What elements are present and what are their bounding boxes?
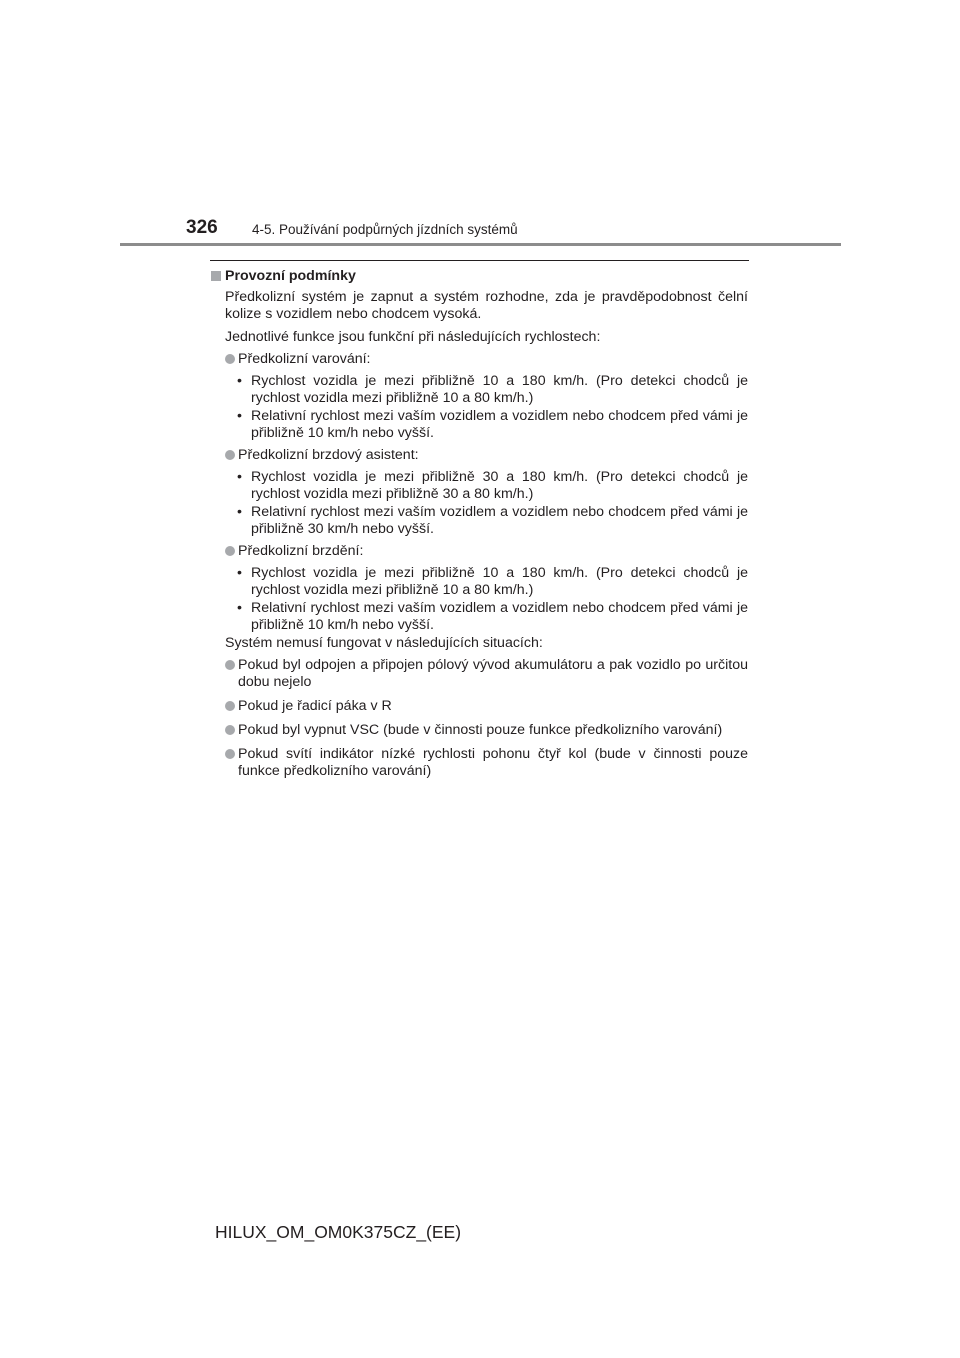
square-bullet-icon	[211, 271, 221, 281]
function-conditions	[210, 565, 748, 634]
circle-bullet-icon	[225, 660, 235, 670]
intro-paragraph: Předkolizní systém je zapnut a systém rozhodne, zda je pravděpodobnost čelní kolize s vozidlem nebo chodcem vysoká.	[225, 289, 748, 322]
dot-bullet-icon: •	[237, 373, 242, 389]
condition-text: Rychlost vozidla je mezi přibližně 10 a 180 km/h. (Pro detekci chodců je rychlost vozidla mezi přibližně 10 a 80 km/h.)	[251, 373, 748, 406]
circle-bullet-icon	[225, 354, 235, 364]
situation-text: Pokud byl odpojen a připojen pólový vývod akumulátoru a pak vozidlo po určitou dobu nejelo	[238, 657, 748, 690]
page-header	[0, 0, 960, 250]
situation-item	[210, 746, 748, 780]
section-divider	[210, 260, 749, 261]
speeds-intro: Jednotlivé funkce jsou funkční při následujících rychlostech:	[225, 329, 601, 345]
situation-item	[210, 722, 748, 739]
condition-item	[210, 408, 748, 442]
condition-text: Relativní rychlost mezi vaším vozidlem a vozidlem nebo chodcem před vámi je přibližně 10 km/h nebo vyšší.	[251, 600, 748, 633]
page-number: 326	[186, 217, 218, 238]
condition-text: Rychlost vozidla je mezi přibližně 30 a 180 km/h. (Pro detekci chodců je rychlost vozidla mezi přibližně 30 a 80 km/h.)	[251, 469, 748, 502]
dot-bullet-icon: •	[237, 600, 242, 616]
function-conditions	[210, 373, 748, 442]
condition-item	[210, 469, 748, 503]
dot-bullet-icon: •	[237, 504, 242, 520]
dot-bullet-icon: •	[237, 408, 242, 424]
dot-bullet-icon: •	[237, 469, 242, 485]
function-label: Předkolizní brzdění:	[238, 543, 364, 559]
not-working-intro: Systém nemusí fungovat v následujících situacích:	[225, 635, 543, 651]
header-divider	[120, 243, 841, 246]
section-content	[210, 268, 748, 785]
function-conditions	[210, 469, 748, 538]
circle-bullet-icon	[225, 701, 235, 711]
condition-item	[210, 373, 748, 407]
chapter-title: 4-5. Používání podpůrných jízdních systémů	[252, 222, 518, 237]
section-title: Provozní podmínky	[225, 268, 356, 284]
dot-bullet-icon: •	[237, 565, 242, 581]
circle-bullet-icon	[225, 725, 235, 735]
condition-text: Relativní rychlost mezi vaším vozidlem a vozidlem nebo chodcem před vámi je přibližně 30 km/h nebo vyšší.	[251, 504, 748, 537]
section-heading	[210, 268, 748, 285]
situation-text: Pokud byl vypnut VSC (bude v činnosti pouze funkce předkolizního varování)	[238, 722, 723, 738]
situation-item	[210, 698, 748, 715]
circle-bullet-icon	[225, 749, 235, 759]
circle-bullet-icon	[225, 546, 235, 556]
function-item	[210, 351, 748, 368]
function-item	[210, 447, 748, 464]
situation-text: Pokud je řadicí páka v R	[238, 698, 392, 714]
function-item	[210, 543, 748, 560]
condition-text: Relativní rychlost mezi vaším vozidlem a vozidlem nebo chodcem před vámi je přibližně 10 km/h nebo vyšší.	[251, 408, 748, 441]
situation-text: Pokud svítí indikátor nízké rychlosti pohonu čtyř kol (bude v činnosti pouze funkce předkolizního varování)	[238, 746, 748, 779]
function-label: Předkolizní varování:	[238, 351, 371, 367]
document-code: HILUX_OM_OM0K375CZ_(EE)	[215, 1222, 462, 1242]
situation-item	[210, 657, 748, 691]
circle-bullet-icon	[225, 450, 235, 460]
function-label: Předkolizní brzdový asistent:	[238, 447, 419, 463]
condition-item	[210, 504, 748, 538]
condition-item	[210, 565, 748, 599]
condition-item	[210, 600, 748, 634]
condition-text: Rychlost vozidla je mezi přibližně 10 a 180 km/h. (Pro detekci chodců je rychlost vozidla mezi přibližně 10 a 80 km/h.)	[251, 565, 748, 598]
